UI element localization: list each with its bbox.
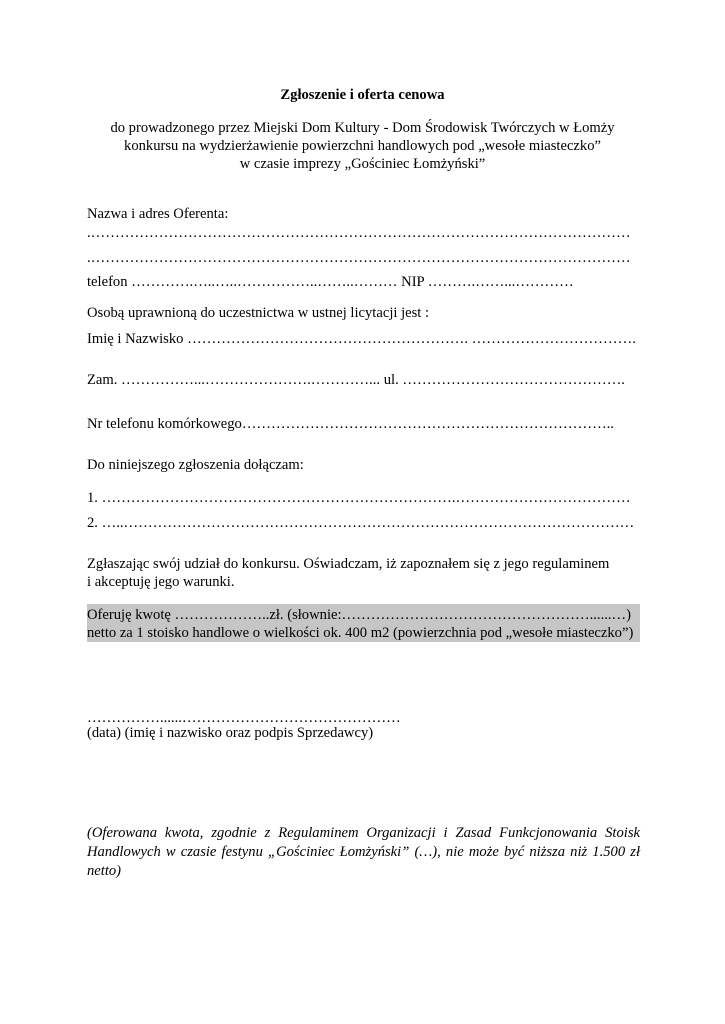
mobile-line: Nr telefonu komórkowego………………………………………………………………….. bbox=[87, 416, 614, 432]
authorized-person-label: Osobą uprawnioną do uczestnictwa w ustnej licytacji jest : bbox=[87, 305, 430, 321]
signature-label: (data) (imię i nazwisko oraz podpis Sprzedawcy) bbox=[87, 725, 374, 741]
address-line: Zam. ……………...………………….…………... ul. ………………………………………. bbox=[87, 372, 625, 388]
attachment-2: 2. …..…………………………………………………………………………………………… bbox=[87, 515, 635, 531]
offer-line-2: netto za 1 stoisko handlowe o wielkości ok. 400 m2 (powierzchnia pod „wesołe miasteczko”) bbox=[87, 625, 634, 641]
intro-line-1: do prowadzonego przez Miejski Dom Kultury - Dom Środowisk Twórczych w Łomży bbox=[110, 120, 615, 136]
price-note: (Oferowana kwota, zgodnie z Regulaminem Organizacji i Zasad Funkcjonowania Stoisk Handlowych w czasie festynu „Gościniec Łomżyński” (…), nie może być niższa niż 1.500 zł netto) bbox=[87, 825, 640, 879]
attachment-1: 1. ……………………………………………………………….……………………………… bbox=[87, 490, 631, 506]
offerer-dots-line-2: .………………………………………………………………………………………………… bbox=[87, 250, 631, 266]
offerer-dots-line-1: .………………………………………………………………………………………………… bbox=[87, 225, 631, 241]
intro-line-3: w czasie imprezy „Gościniec Łomżyński” bbox=[239, 156, 486, 172]
intro-line-2: konkursu na wydzierżawienie powierzchni handlowych pod „wesołe miasteczko” bbox=[124, 138, 601, 154]
offer-line-1: Oferuję kwotę ………………..zł. (słownie:……………………………………………......…) bbox=[87, 607, 631, 623]
offerer-label: Nazwa i adres Oferenta: bbox=[87, 206, 229, 222]
signature-dots: ……………......……………………………………… bbox=[87, 710, 401, 726]
document-title: Zgłoszenie i oferta cenowa bbox=[280, 87, 445, 103]
attachments-label: Do niniejszego zgłoszenia dołączam: bbox=[87, 457, 304, 473]
name-line: Imię i Nazwisko …………………………………………………. ……………………………. bbox=[87, 331, 636, 347]
phone-nip-line: telefon ………….…..…..……………..……..……… NIP ……….……...………… bbox=[87, 274, 574, 290]
declaration-line-2: i akceptuję jego warunki. bbox=[87, 574, 235, 590]
declaration-line-1: Zgłaszając swój udział do konkursu. Oświadczam, iż zapoznałem się z jego regulaminem bbox=[87, 556, 610, 572]
